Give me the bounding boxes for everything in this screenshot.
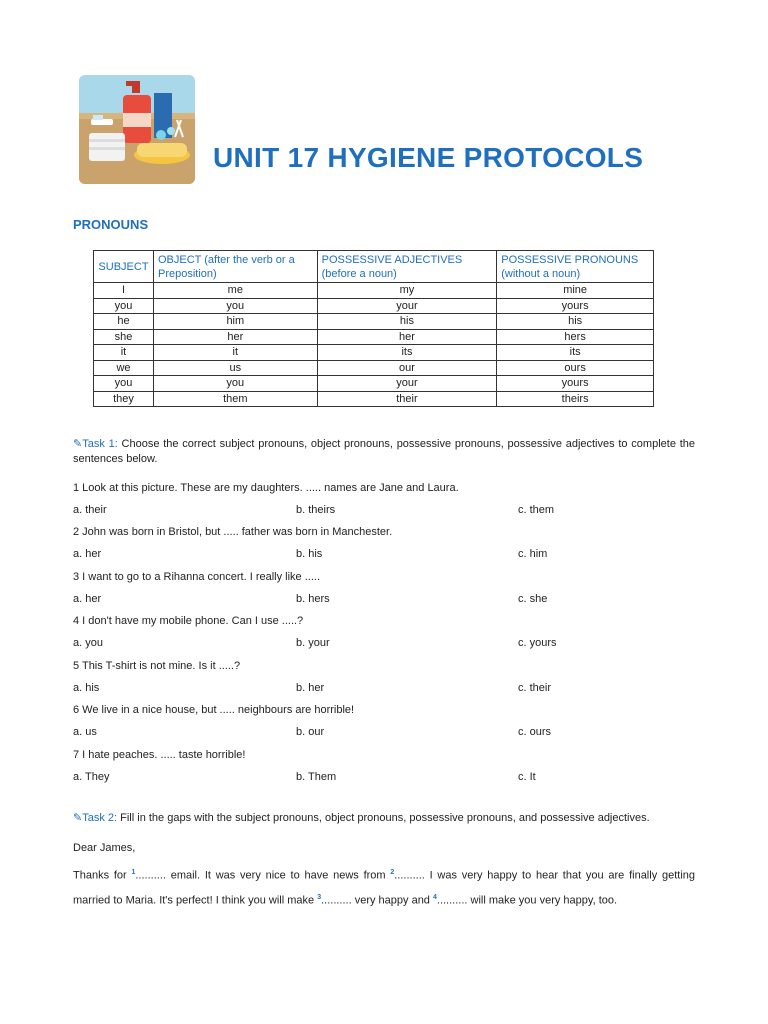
table-cell: her	[153, 329, 317, 345]
answer-option[interactable]: b. hers	[296, 593, 330, 605]
table-cell: mine	[497, 283, 654, 299]
table-cell: it	[94, 345, 154, 361]
table-cell: their	[317, 391, 497, 407]
answer-option[interactable]: c. she	[518, 593, 548, 605]
table-cell: yours	[497, 376, 654, 392]
answer-option[interactable]: c. them	[518, 504, 555, 516]
table-row	[94, 376, 654, 392]
pencil-icon: ✎	[73, 438, 83, 450]
table-cell: you	[153, 298, 317, 314]
answer-option[interactable]: b. your	[296, 637, 330, 649]
question-text: 1 Look at this picture. These are my daughters. ..... names are Jane and Laura.	[73, 482, 459, 494]
gap-number: 2	[390, 869, 395, 876]
answer-option[interactable]: a. They	[73, 771, 110, 783]
table-cell: you	[94, 298, 154, 314]
letter-text: .......... email. It was very nice to have news from	[135, 869, 391, 882]
answer-option[interactable]: a. you	[73, 637, 103, 649]
question-text: 4 I don't have my mobile phone. Can I use .....?	[73, 615, 304, 627]
table-header: POSSESSIVE ADJECTIVES (before a noun)	[317, 251, 497, 283]
pencil-icon: ✎	[73, 812, 83, 824]
table-row	[94, 360, 654, 376]
question-text: 7 I hate peaches. ..... taste horrible!	[73, 749, 246, 761]
pronouns-table	[93, 250, 654, 407]
answer-option[interactable]: c. their	[518, 682, 552, 694]
table-cell: your	[317, 298, 497, 314]
letter-text: .......... will make you very happy, too.	[436, 894, 618, 907]
table-cell: me	[153, 283, 317, 299]
answer-option[interactable]: b. our	[296, 726, 325, 738]
task2-label: Task 2:	[82, 812, 118, 824]
table-cell: our	[317, 360, 497, 376]
table-cell: her	[317, 329, 497, 345]
answer-option[interactable]: b. her	[296, 682, 325, 694]
question-text: 2 John was born in Bristol, but ..... father was born in Manchester.	[73, 526, 393, 538]
answer-option[interactable]: b. Them	[296, 771, 337, 783]
page-title: UNIT 17 HYGIENE PROTOCOLS	[213, 142, 644, 173]
table-cell: us	[153, 360, 317, 376]
table-cell: your	[317, 376, 497, 392]
answer-option[interactable]: a. their	[73, 504, 107, 516]
letter-text: .......... I was very happy to hear that you are finally getting married to Maria. It's perfect! I think you will make	[73, 869, 695, 907]
question-text: 5 This T-shirt is not mine. Is it .....?	[73, 660, 241, 672]
answer-option[interactable]: b. his	[296, 548, 323, 560]
table-cell: my	[317, 283, 497, 299]
answer-option[interactable]: c. ours	[518, 726, 552, 738]
table-row	[94, 345, 654, 361]
table-cell: ours	[497, 360, 654, 376]
table-cell: she	[94, 329, 154, 345]
table-header: OBJECT (after the verb or a Preposition)	[153, 251, 317, 283]
answer-option[interactable]: a. his	[73, 682, 100, 694]
table-cell: you	[153, 376, 317, 392]
question-text: 6 We live in a nice house, but ..... neighbours are horrible!	[73, 704, 355, 716]
question-text: 3 I want to go to a Rihanna concert. I really like .....	[73, 571, 321, 583]
answer-option[interactable]: c. him	[518, 548, 548, 560]
table-cell: we	[94, 360, 154, 376]
gap-number: 4	[432, 893, 437, 901]
hygiene-products-icon	[79, 75, 195, 184]
table-cell: yours	[497, 298, 654, 314]
table-cell: his	[497, 314, 654, 330]
letter-body	[73, 862, 695, 911]
table-cell: I	[94, 283, 154, 299]
answer-option[interactable]: c. yours	[518, 637, 557, 649]
table-cell: him	[153, 314, 317, 330]
gap-number: 3	[317, 893, 322, 901]
table-cell: you	[94, 376, 154, 392]
table-header: SUBJECT	[94, 251, 154, 283]
table-cell: them	[153, 391, 317, 407]
table-cell: its	[497, 345, 654, 361]
gap-number: 1	[131, 869, 136, 876]
task1-label: Task 1:	[82, 438, 118, 450]
table-row	[94, 314, 654, 330]
task1-instruction	[73, 437, 695, 467]
table-cell: they	[94, 391, 154, 407]
table-row	[94, 298, 654, 314]
task1-text: Choose the correct subject pronouns, object pronouns, possessive pronouns, possessive adjectives to complete the sentences below.	[73, 438, 695, 465]
answer-option[interactable]: a. us	[73, 726, 97, 738]
table-cell: hers	[497, 329, 654, 345]
letter-text: .......... very happy and	[321, 894, 433, 907]
table-cell: he	[94, 314, 154, 330]
letter-greeting: Dear James,	[73, 842, 136, 854]
table-row	[94, 283, 654, 299]
letter-text: Thanks for	[73, 869, 132, 882]
table-cell: it	[153, 345, 317, 361]
table-row	[94, 391, 654, 407]
table-cell: its	[317, 345, 497, 361]
table-row	[94, 329, 654, 345]
answer-option[interactable]: c. It	[518, 771, 536, 783]
answer-option[interactable]: b. theirs	[296, 504, 336, 516]
table-cell: his	[317, 314, 497, 330]
table-header: POSSESSIVE PRONOUNS (without a noun)	[497, 251, 654, 283]
task2-instruction	[73, 811, 650, 826]
answer-option[interactable]: a. her	[73, 593, 102, 605]
section-heading: PRONOUNS	[73, 217, 149, 232]
table-cell: theirs	[497, 391, 654, 407]
task2-text: Fill in the gaps with the subject pronouns, object pronouns, possessive pronouns, and possessive adjectives.	[120, 812, 650, 824]
answer-option[interactable]: a. her	[73, 548, 102, 560]
